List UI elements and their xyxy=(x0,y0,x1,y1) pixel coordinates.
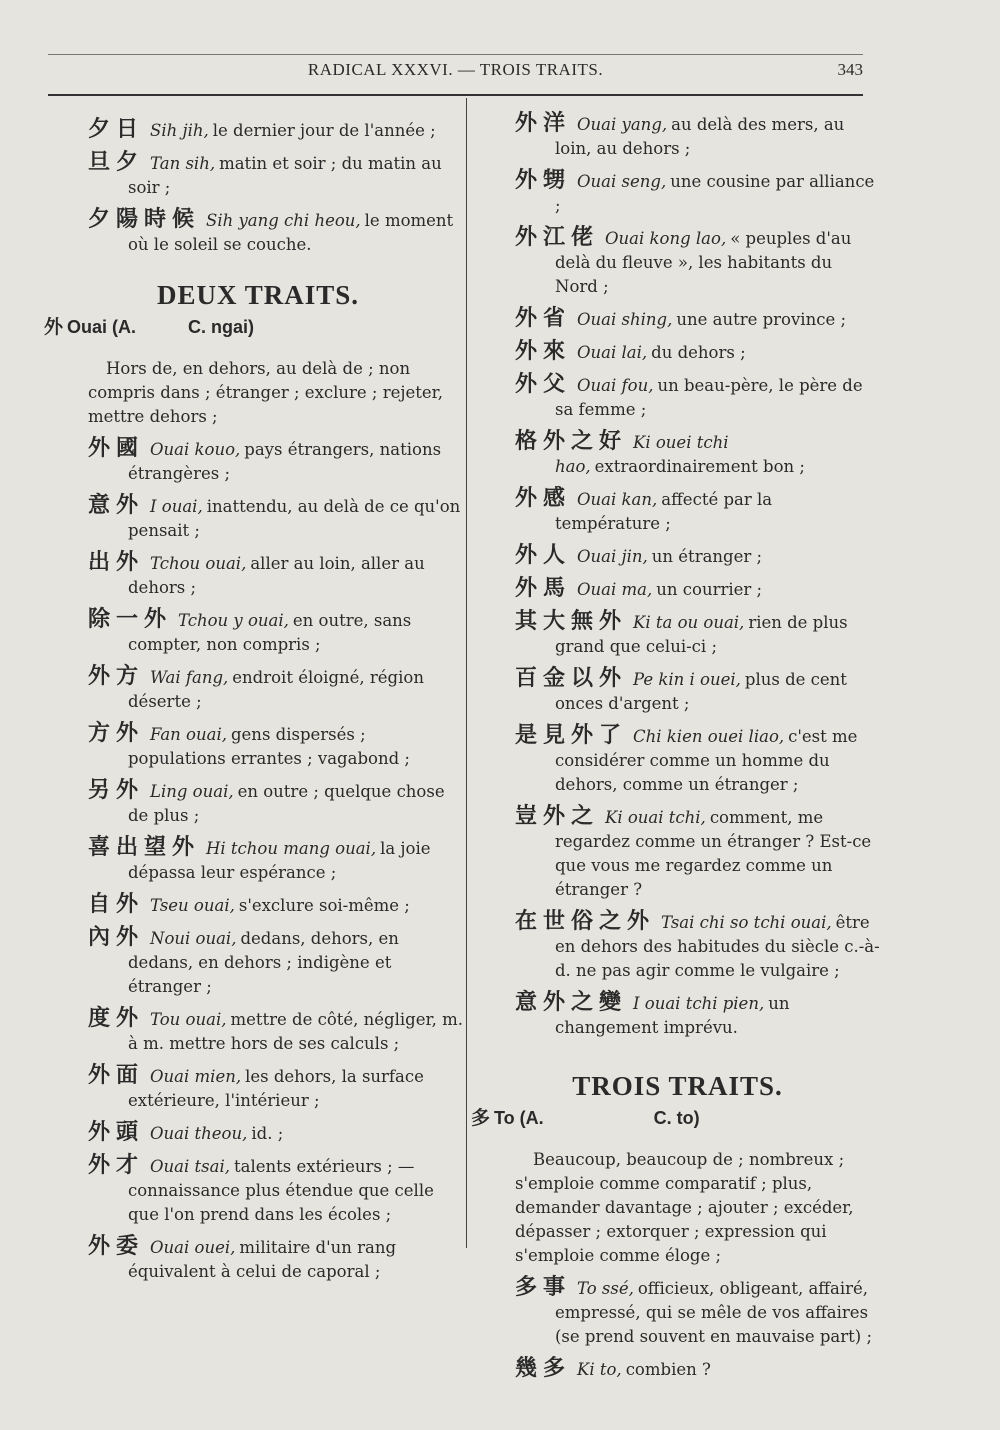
dictionary-entry xyxy=(515,610,880,659)
entry-chinese: 度外 xyxy=(88,1006,145,1031)
right-column xyxy=(471,111,880,1390)
entry-romanization: Ling ouai, xyxy=(150,782,234,801)
entry-romanization: Ouai ouei, xyxy=(150,1238,236,1257)
dictionary-entry xyxy=(88,437,468,486)
entry-romanization: Pe kin i ouei, xyxy=(633,670,741,689)
entry-chinese: 豈外之 xyxy=(515,804,600,829)
entry-chinese: 幾多 xyxy=(515,1356,572,1381)
entry-romanization: Ouai jin, xyxy=(577,547,648,566)
entry-definition: s'exclure soi-même ; xyxy=(238,896,410,915)
running-header xyxy=(48,60,863,88)
entry-romanization: Ki to, xyxy=(577,1360,622,1379)
dictionary-entry xyxy=(88,722,468,771)
entry-chinese: 除一外 xyxy=(88,607,173,632)
entry-chinese: 出外 xyxy=(88,550,145,575)
dictionary-entry xyxy=(88,118,468,143)
headword-char: 多 xyxy=(471,1107,491,1129)
entry-romanization: I ouai tchi pien, xyxy=(633,994,765,1013)
dictionary-entry xyxy=(88,836,468,885)
entry-chinese: 外江佬 xyxy=(515,225,600,250)
entry-romanization: Ki ouei tchi hao, xyxy=(555,433,729,476)
entry-romanization: Sih jih, xyxy=(150,121,209,140)
entry-romanization: Ki ta ou ouai, xyxy=(633,613,745,632)
dictionary-entry xyxy=(88,608,468,657)
dictionary-entry xyxy=(88,665,468,714)
left-top-entries xyxy=(88,118,468,257)
entry-definition: du dehors ; xyxy=(651,343,746,362)
dictionary-entry xyxy=(515,430,880,479)
entry-chinese: 外馬 xyxy=(515,576,572,601)
left-column xyxy=(44,117,468,1292)
dictionary-entry xyxy=(515,724,880,797)
entry-chinese: 外洋 xyxy=(515,111,572,136)
headword-cantonese: C. ngai) xyxy=(188,317,255,337)
entry-chinese: 外方 xyxy=(88,664,145,689)
entry-definition: matin et soir ; du matin au soir ; xyxy=(128,154,442,197)
entry-romanization: Tseu ouai, xyxy=(150,896,235,915)
entry-romanization: Ouai ma, xyxy=(577,580,653,599)
entry-definition: en outre ; quelque chose de plus ; xyxy=(128,782,445,825)
entry-romanization: Tchou ouai, xyxy=(150,554,247,573)
entry-romanization: Ouai theou, xyxy=(150,1124,248,1143)
entry-romanization: Tsai chi so tchi ouai, xyxy=(661,913,832,932)
entry-definition: être en dehors des habitudes du siècle c.-à-d. ne pas agir comme le vulgaire ; xyxy=(555,913,880,980)
entry-romanization: Sih yang chi heou, xyxy=(206,211,361,230)
entry-chinese: 格外之好 xyxy=(515,429,628,454)
entry-romanization: Ouai kouo, xyxy=(150,440,241,459)
entry-definition: inattendu, au delà de ce qu'on pensait ; xyxy=(128,497,461,540)
dictionary-entry xyxy=(515,577,880,602)
dictionary-entry xyxy=(515,307,880,332)
entry-definition: au delà des mers, au loin, au dehors ; xyxy=(555,115,845,158)
entry-definition: comment, me regardez comme un étranger ? Est-ce que vous me regardez comme un étranger ? xyxy=(555,808,872,899)
entry-definition: combien ? xyxy=(625,1360,711,1379)
dictionary-entry xyxy=(515,169,880,218)
dictionary-entry xyxy=(88,551,468,600)
entry-chinese: 外頭 xyxy=(88,1120,145,1145)
entry-chinese: 喜出望外 xyxy=(88,835,201,860)
dictionary-entry xyxy=(515,910,880,983)
entry-chinese: 外父 xyxy=(515,372,572,397)
entry-chinese: 外委 xyxy=(88,1234,145,1259)
entry-chinese: 外人 xyxy=(515,543,572,568)
section-title-deux-traits: DEUX TRAITS. xyxy=(156,280,360,310)
entry-definition: plus de cent onces d'argent ; xyxy=(555,670,847,713)
entry-romanization: Ouai lai, xyxy=(577,343,648,362)
entry-chinese: 另外 xyxy=(88,778,145,803)
entry-definition: dedans, dehors, en dedans, en dehors ; indigène et étranger ; xyxy=(128,929,399,996)
entry-romanization: Fan ouai, xyxy=(150,725,227,744)
entry-definition: aller au loin, aller au dehors ; xyxy=(128,554,425,597)
dictionary-entry xyxy=(515,667,880,716)
entry-romanization: Ouai kan, xyxy=(577,490,658,509)
entry-definition: une autre province ; xyxy=(676,310,847,329)
entry-chinese: 外來 xyxy=(515,339,572,364)
dictionary-entry xyxy=(88,151,468,200)
entry-romanization: Ouai mien, xyxy=(150,1067,242,1086)
entry-romanization: Ouai shing, xyxy=(577,310,673,329)
entry-definition: mettre de côté, négliger, m. à m. mettre hors de ses calculs ; xyxy=(128,1010,463,1053)
entry-definition: extraordinairement bon ; xyxy=(594,457,805,476)
entry-definition: pays étrangers, nations étrangères ; xyxy=(128,440,442,483)
headword-definition: Beaucoup, beaucoup de ; nombreux ; s'emploie comme comparatif ; plus, demander davantage ; ajouter ; excéder, dépasser ; extorquer ; expression qui s'emploie comme éloge ; xyxy=(515,1150,854,1265)
dictionary-entry xyxy=(515,1276,880,1349)
dictionary-entry xyxy=(515,544,880,569)
entry-chinese: 是見外了 xyxy=(515,723,628,748)
section-title-trois-traits: TROIS TRAITS. xyxy=(572,1071,783,1101)
dictionary-entry xyxy=(515,991,880,1040)
dictionary-entry xyxy=(88,1007,468,1056)
entry-romanization: Tan sih, xyxy=(150,154,216,173)
entry-chinese: 外感 xyxy=(515,486,572,511)
left-entries xyxy=(88,437,468,1284)
dictionary-entry xyxy=(88,1235,468,1284)
entry-chinese: 外甥 xyxy=(515,168,572,193)
entry-romanization: Hi tchou mang ouai, xyxy=(206,839,377,858)
right-entries xyxy=(515,112,880,1040)
headword-cantonese: C. to) xyxy=(653,1108,700,1128)
dictionary-entry xyxy=(515,1357,880,1382)
entry-romanization: Tchou y ouai, xyxy=(178,611,289,630)
entry-definition: en outre, sans compter, non compris ; xyxy=(128,611,412,654)
entry-chinese: 外國 xyxy=(88,436,145,461)
headword-char: 外 xyxy=(44,316,64,338)
entry-romanization: Chi kien ouei liao, xyxy=(633,727,785,746)
entry-romanization: Ouai kong lao, xyxy=(605,229,727,248)
entry-chinese: 外省 xyxy=(515,306,572,331)
dictionary-entry xyxy=(515,373,880,422)
entry-definition: un courrier ; xyxy=(656,580,763,599)
entry-definition: un beau-père, le père de sa femme ; xyxy=(555,376,863,419)
entry-chinese: 多事 xyxy=(515,1275,572,1300)
entry-chinese: 外才 xyxy=(88,1153,145,1178)
header-title: RADICAL XXXVI. — TROIS TRAITS. xyxy=(307,60,604,79)
entry-definition: une cousine par alliance ; xyxy=(555,172,875,215)
entry-definition: militaire d'un rang équivalent à celui de caporal ; xyxy=(128,1238,397,1281)
entry-romanization: Tou ouai, xyxy=(150,1010,227,1029)
headword-to xyxy=(471,1106,880,1130)
entry-definition: les dehors, la surface extérieure, l'intérieur ; xyxy=(128,1067,424,1110)
entry-definition: officieux, obligeant, affairé, empressé, qui se mêle de vos affaires (se prend souvent en mauvaise part) ; xyxy=(555,1279,872,1346)
entry-romanization: Wai fang, xyxy=(150,668,229,687)
page-number: 343 xyxy=(837,60,863,79)
headword-ouai xyxy=(44,315,468,339)
dictionary-entry xyxy=(88,1154,468,1227)
entry-romanization: Ouai tsai, xyxy=(150,1157,230,1176)
headword-definition: Hors de, en dehors, au delà de ; non compris dans ; étranger ; exclure ; rejeter, mettre dehors ; xyxy=(88,359,443,426)
dictionary-entry xyxy=(515,112,880,161)
header-rule xyxy=(48,94,863,96)
entry-romanization: I ouai, xyxy=(150,497,203,516)
entry-definition: le dernier jour de l'année ; xyxy=(212,121,436,140)
entry-definition: id. ; xyxy=(251,1124,284,1143)
dictionary-entry xyxy=(515,226,880,299)
right-entries-after xyxy=(515,1276,880,1382)
entry-definition: un changement imprévu. xyxy=(555,994,790,1037)
dictionary-entry xyxy=(515,805,880,902)
entry-chinese: 在世俗之外 xyxy=(515,909,656,934)
dictionary-entry xyxy=(515,340,880,365)
dictionary-entry xyxy=(88,1121,468,1146)
entry-romanization: Ki ouai tchi, xyxy=(605,808,706,827)
entry-definition: talents extérieurs ; — connaissance plus étendue que celle que l'on prend dans les écoles ; xyxy=(128,1157,434,1224)
entry-definition: la joie dépassa leur espérance ; xyxy=(128,839,431,882)
dictionary-entry xyxy=(88,208,468,257)
entry-chinese: 夕陽時候 xyxy=(88,207,201,232)
dictionary-entry xyxy=(88,926,468,999)
entry-definition: « peuples d'au delà du fleuve », les habitants du Nord ; xyxy=(555,229,852,296)
entry-romanization: To ssé, xyxy=(577,1279,634,1298)
entry-definition: le moment où le soleil se couche. xyxy=(128,211,454,254)
entry-chinese: 外面 xyxy=(88,1063,145,1088)
entry-definition: c'est me considérer comme un homme du dehors, comme un étranger ; xyxy=(555,727,858,794)
entry-chinese: 夕日 xyxy=(88,117,145,142)
entry-definition: affecté par la température ; xyxy=(555,490,773,533)
entry-chinese: 自外 xyxy=(88,892,145,917)
entry-chinese: 方外 xyxy=(88,721,145,746)
entry-chinese: 內外 xyxy=(88,925,145,950)
dictionary-entry xyxy=(88,893,468,918)
entry-romanization: Ouai seng, xyxy=(577,172,667,191)
entry-romanization: Noui ouai, xyxy=(150,929,237,948)
headword-label: Ouai (A. xyxy=(67,317,137,337)
entry-romanization: Ouai fou, xyxy=(577,376,654,395)
dictionary-entry xyxy=(88,1064,468,1113)
entry-chinese: 意外之變 xyxy=(515,990,628,1015)
entry-romanization: Ouai yang, xyxy=(577,115,668,134)
headword-label: To (A. xyxy=(494,1108,544,1128)
dictionary-entry xyxy=(515,487,880,536)
entry-definition: endroit éloigné, région déserte ; xyxy=(128,668,424,711)
entry-chinese: 其大無外 xyxy=(515,609,628,634)
top-rule xyxy=(48,54,863,55)
dictionary-entry xyxy=(88,494,468,543)
entry-definition: un étranger ; xyxy=(651,547,763,566)
entry-chinese: 旦夕 xyxy=(88,150,145,175)
dictionary-entry xyxy=(88,779,468,828)
entry-chinese: 意外 xyxy=(88,493,145,518)
entry-chinese: 百金以外 xyxy=(515,666,628,691)
entry-definition: gens dispersés ; populations errantes ; vagabond ; xyxy=(128,725,410,768)
entry-definition: rien de plus grand que celui-ci ; xyxy=(555,613,848,656)
